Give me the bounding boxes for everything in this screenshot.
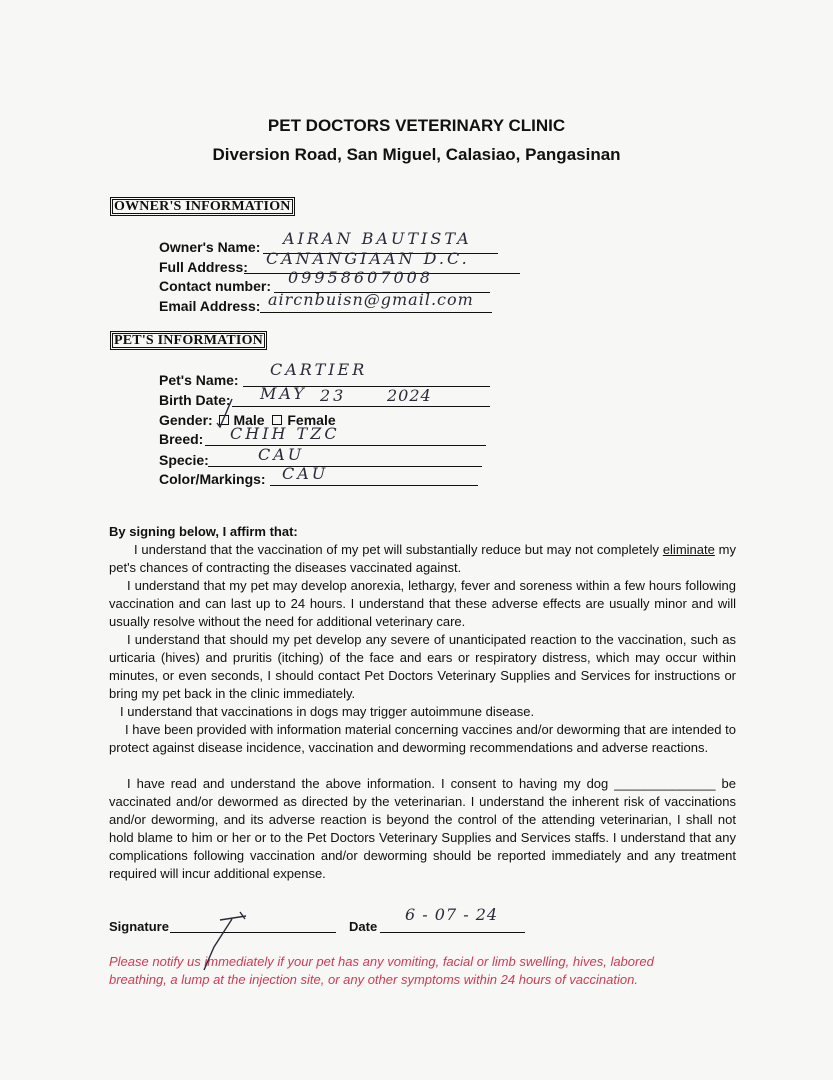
contact-number-label: Contact number:	[159, 278, 271, 294]
male-check-mark	[217, 399, 232, 427]
pet-name-value[interactable]: CARTIER	[270, 360, 368, 379]
date-label: Date	[349, 919, 378, 934]
paragraph-1-underlined-word: eliminate	[662, 542, 715, 557]
signature-label: Signature	[109, 919, 169, 934]
color-markings-label: Color/Markings:	[159, 471, 266, 487]
full-address-label: Full Address:	[159, 259, 248, 275]
pet-name-label: Pet's Name:	[159, 372, 239, 388]
email-address-value[interactable]: aircnbuisn@gmail.com	[268, 290, 474, 309]
birth-year-value[interactable]: 2024	[387, 386, 432, 405]
owner-section-heading: OWNER'S INFORMATION	[110, 197, 295, 216]
clinic-address: Diversion Road, San Miguel, Calasiao, Pangasinan	[212, 145, 621, 164]
specie-value[interactable]: CAU	[258, 445, 305, 464]
paragraph-1-text-a: I understand that the vaccination of my pet will substantially reduce but may not completely	[134, 542, 660, 557]
clinic-name: PET DOCTORS VETERINARY CLINIC	[267, 116, 566, 135]
affirmation-paragraph-5: I have been provided with information material concerning vaccines and/or deworming that are intended to protect against disease incidence, vaccination and deworming recommendations and adverse reactions.	[109, 722, 736, 755]
affirmation-paragraph-3: I understand that should my pet develop any severe of unanticipated reaction to the vaccination, such as urticaria (hives) and pruritis (itching) of the face and ears or respiratory distress, which may occur within minutes, or even seconds, I should contact Pet Doctors Veterinary Supplies and Services for instructions or bring my pet back in the clinic immediately.	[109, 632, 736, 701]
dog-name-blank[interactable]: ______________	[614, 776, 716, 791]
breed-label: Breed:	[159, 431, 204, 447]
email-address-label: Email Address:	[159, 298, 261, 314]
post-vaccination-notice: Please notify us immediately if your pet has any vomiting, facial or limb swelling, hives, labored breathing, a lump at the injection site, or any other symptoms within 24 hours of vaccination.	[109, 954, 654, 987]
color-markings-value[interactable]: CAU	[282, 464, 329, 483]
specie-label: Specie:	[159, 452, 209, 468]
contact-number-value[interactable]: 09958607008	[288, 268, 433, 287]
paragraph-6-text-b: be vaccinated and/or dewormed as directed by the veterinarian. I understand the inherent risk of vaccinations and/or deworming, and its adverse reaction is beyond the control of the attending veterinarian, I shall not hold blame to him or her or to the Pet Doctors Veterinary Supplies and Services staffs. I understand that any complications following vaccination and/or deworming should be reported immediately and any treatment required will incur additional expense.	[109, 776, 736, 881]
paragraph-1-text-b: my pet's chances of contracting the diseases vaccinated against.	[109, 542, 736, 575]
gender-label: Gender:	[159, 412, 213, 428]
male-option-label: Male	[233, 412, 265, 428]
female-option-label: Female	[287, 412, 336, 428]
owner-name-value[interactable]: AIRAN BAUTISTA	[283, 229, 472, 248]
breed-value[interactable]: CHIH TZC	[230, 424, 340, 443]
signature-scribble	[204, 912, 246, 970]
owner-name-label: Owner's Name:	[159, 239, 261, 255]
affirmation-paragraph-4: I understand that vaccinations in dogs may trigger autoimmune disease.	[120, 704, 535, 719]
birth-date-label: Birth Date:	[159, 392, 231, 408]
birth-day-value[interactable]: 23	[320, 386, 347, 405]
pet-section-heading: PET'S INFORMATION	[110, 331, 267, 350]
affirmation-paragraph-2: I understand that my pet may develop anorexia, lethargy, fever and soreness within a few hours following vaccination and can last up to 24 hours. I understand that these adverse effects are usually minor and will usually resolve without the need for additional veterinary care.	[109, 578, 736, 629]
affirmation-title: By signing below, I affirm that:	[109, 524, 298, 539]
date-value[interactable]: 6 - 07 - 24	[405, 905, 499, 924]
full-address-value[interactable]: CANANGIAAN D.C.	[266, 249, 470, 268]
birth-month-value[interactable]: MAY	[260, 384, 307, 403]
paragraph-6-text-a: I have read and understand the above information. I consent to having my dog	[127, 776, 609, 791]
